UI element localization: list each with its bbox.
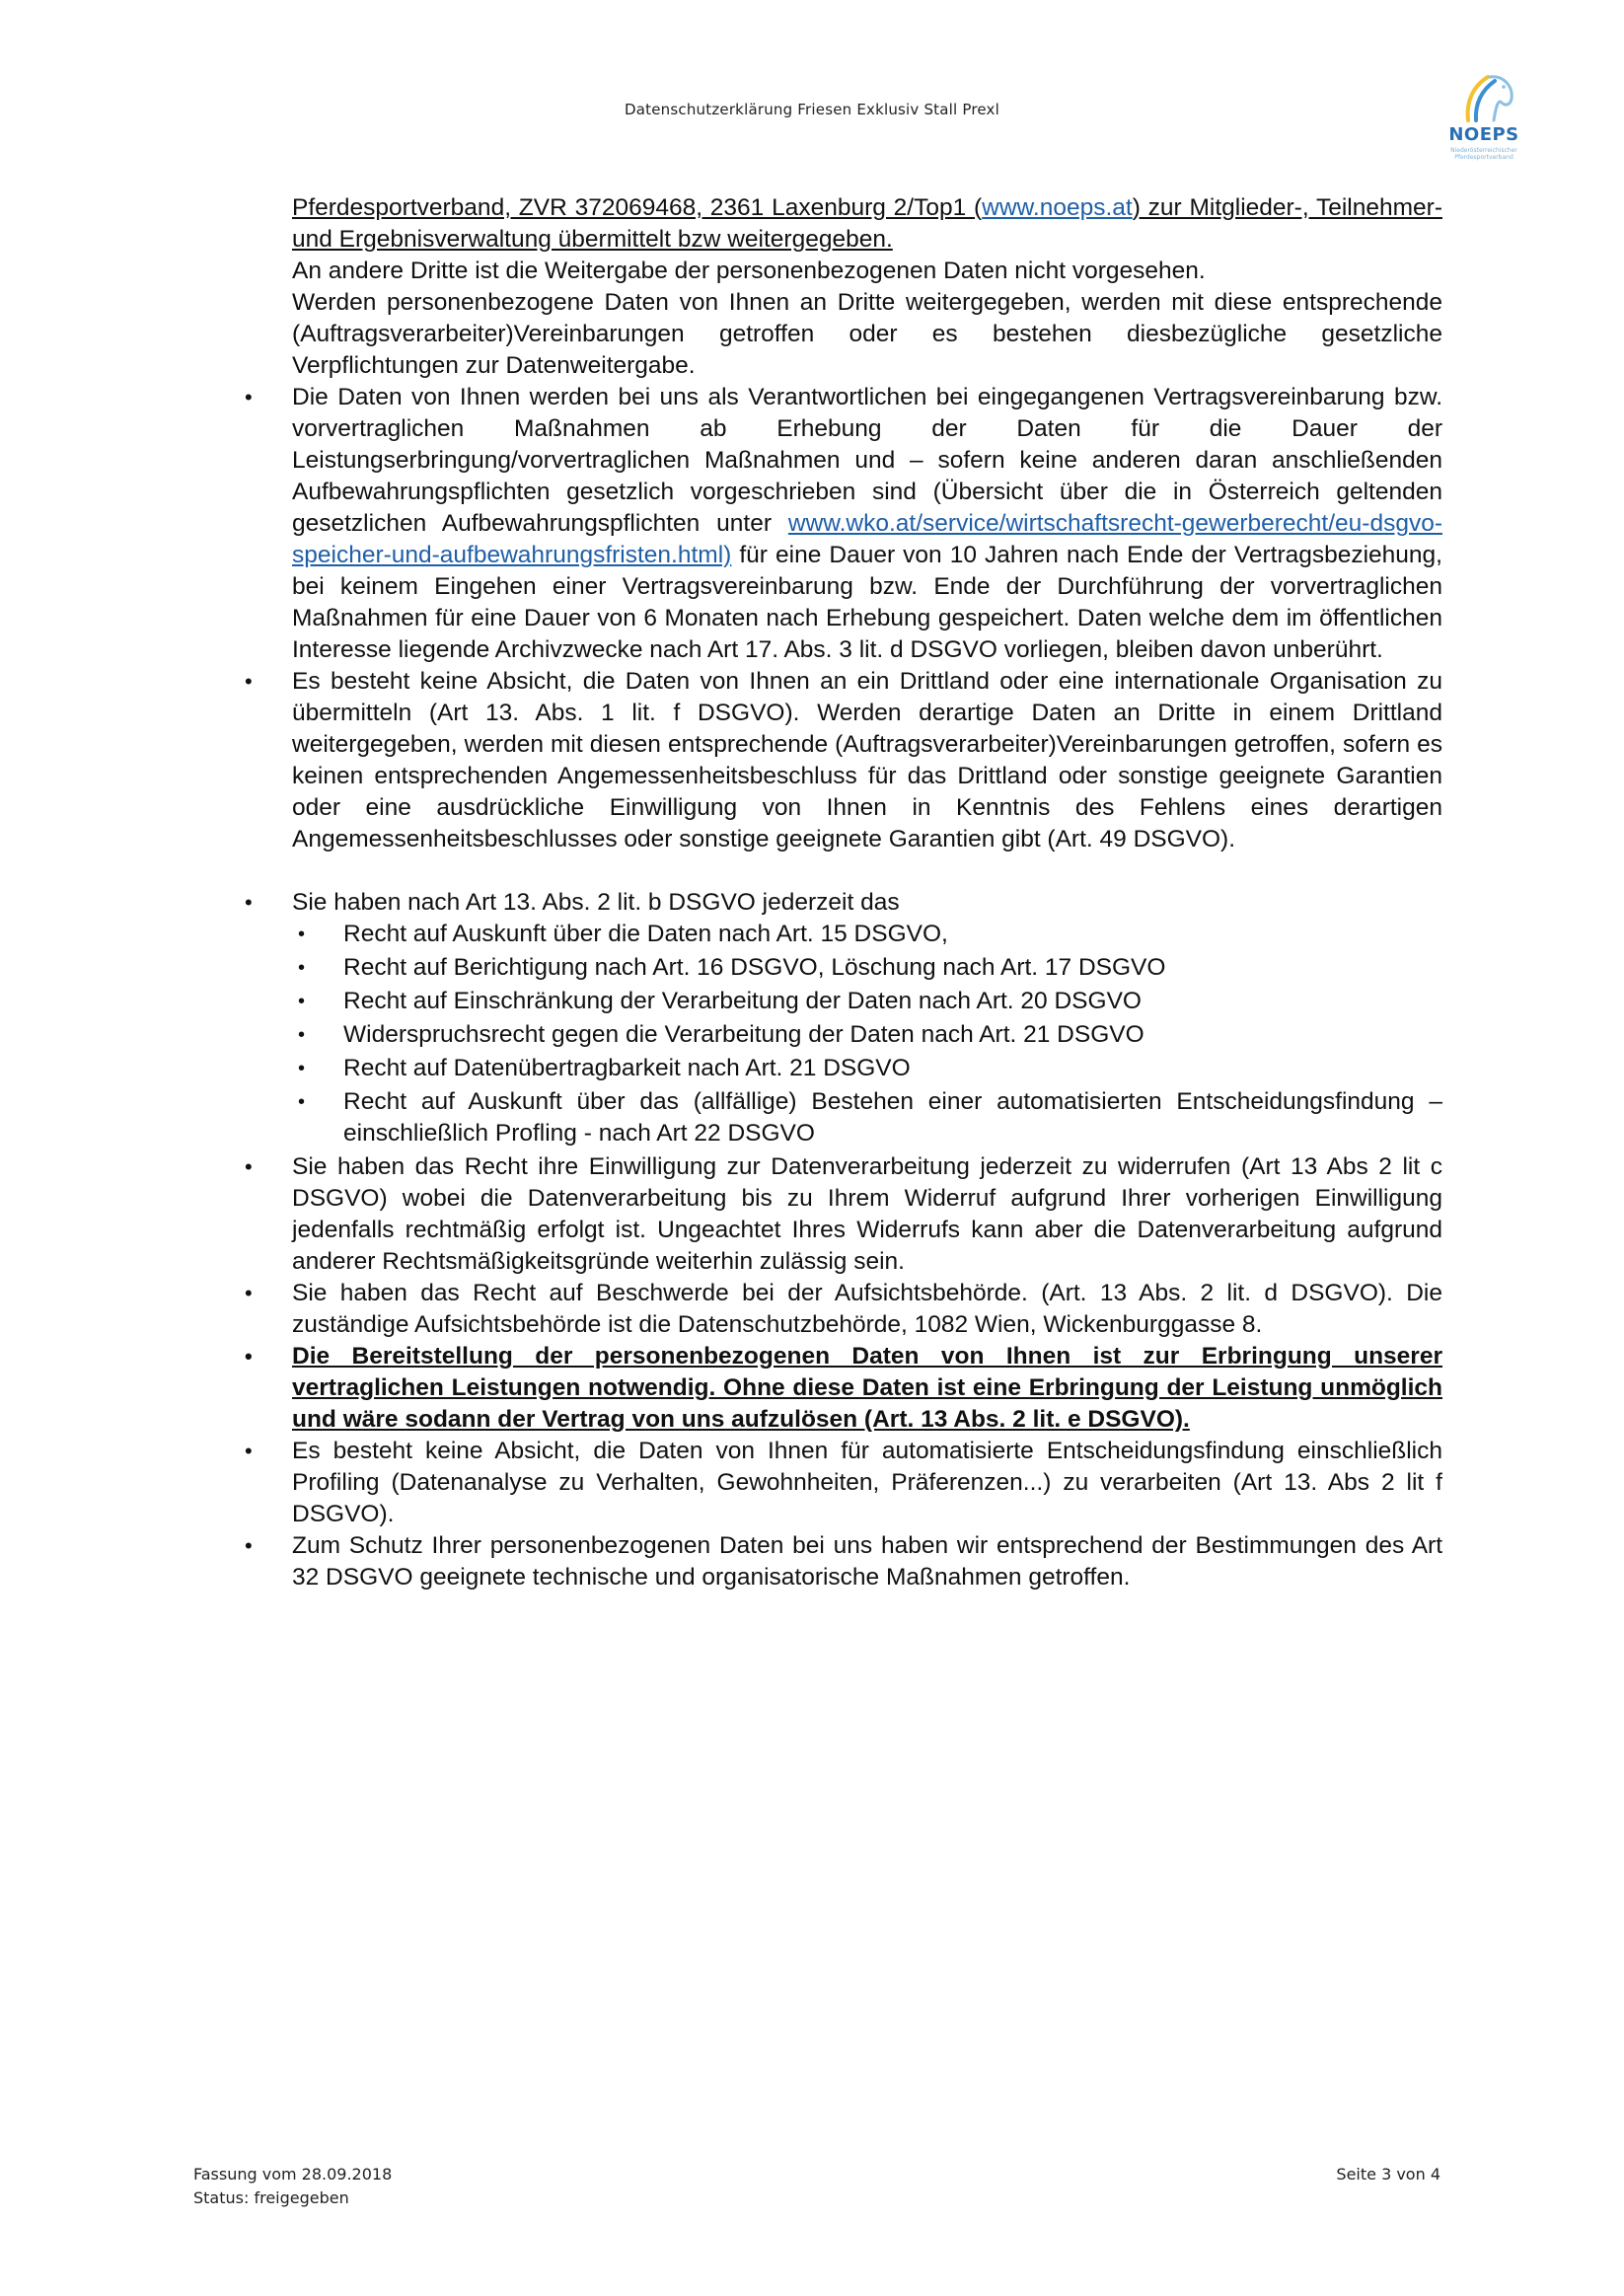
complaint-paragraph: • Sie haben das Recht auf Beschwerde bei der Aufsichtsbehörde. (Art. 13 Abs. 2 lit. d DSGVO). Die zuständige Aufsichtsbehörde ist die Datenschutzbehörde, 1082 Wien, Wickenburggasse 8. [292, 1278, 1442, 1341]
logo-subtitle: Niederösterreichischer Pferdesportverband [1450, 147, 1517, 161]
rights-item: • Recht auf Einschränkung der Verarbeitung der Daten nach Art. 20 DSGVO [343, 986, 1442, 1017]
security-paragraph: • Zum Schutz Ihrer personenbezogenen Daten bei uns haben wir entsprechend der Bestimmungen des Art 32 DSGVO geeignete technische und organisatorische Maßnahmen getroffen. [292, 1530, 1442, 1593]
rights-item: • Recht auf Auskunft über das (allfällige) Bestehen einer automatisierten Entscheidungsfindung – einschließlich Profling - nach Art 22 DSGVO [343, 1086, 1442, 1149]
horse-head-icon [1429, 69, 1539, 128]
intro-paragraph-1 [292, 192, 1442, 256]
intro-text-a: Pferdesportverband, ZVR 372069468, 2361 Laxenburg 2/Top1 ( [292, 194, 983, 221]
revoke-paragraph: • Sie haben das Recht ihre Einwilligung zur Datenverarbeitung jederzeit zu widerrufen (Art 13 Abs 2 lit c DSGVO) wobei die Datenverarbeitung bis zu Ihrem Widerruf aufgrund Ihrer vorherigen Einwilligung jedenfalls rechtmäßig erfolgt ist. Ungeachtet Ihres Widerrufs kann aber die Datenverarbeitung aufgrund anderer Rechtsmäßigkeitsgründe weiterhin zulässig sein. [292, 1151, 1442, 1278]
document-body [292, 192, 1442, 1593]
intro-paragraph-3: Werden personenbezogene Daten von Ihnen an Dritte weitergegeben, werden mit diese entsprechende (Auftragsverarbeiter)Vereinbarungen getroffen oder es bestehen diesbezügliche gesetzliche Verpflichtungen zur Datenweitergabe. [292, 289, 1442, 379]
footer-version: Fassung vom 28.09.2018 [193, 2165, 393, 2184]
noeps-link[interactable]: www.noeps.at [982, 194, 1133, 221]
retention-paragraph [292, 382, 1442, 666]
logo-wordmark: NOEPS [1448, 124, 1519, 145]
header-title: Datenschutzerklärung Friesen Exklusiv Stall Prexl [625, 101, 999, 118]
retention-text-a: Die Daten von Ihnen werden bei uns als Verantwortlichen bei eingegangenen Vertragsvereinbarung bzw. vorvertraglichen Maßnahmen ab Erhebung der Daten für die Dauer der Leistungserbringung/vorvertraglichen Maßnahmen und – sofern keine anderen daran anschließenden Aufbewahrungspflichten gesetzlich vorgeschrieben sind (Übersicht über die in Österreich geltenden gesetzlichen Aufbewahrungspflichten unter [292, 384, 1442, 537]
wko-link[interactable]: www.wko.at/service/wirtschaftsrecht-gewerberecht/eu-dsgvo-speicher-und-aufbewahrungsfristen.html) [292, 510, 1442, 568]
rights-list [292, 919, 1442, 1149]
noeps-logo [1429, 69, 1539, 178]
profiling-paragraph: • Es besteht keine Absicht, die Daten von Ihnen für automatisierte Entscheidungsfindung einschließlich Profiling (Datenanalyse zu Verhalten, Gewohnheiten, Präferenzen...) zu verarbeiten (Art 13. Abs 2 lit f DSGVO). [292, 1436, 1442, 1530]
rights-section [292, 887, 1442, 1149]
intro-paragraph-2: An andere Dritte ist die Weitergabe der personenbezogenen Daten nicht vorgesehen. [292, 258, 1206, 284]
rights-item: • Widerspruchsrecht gegen die Verarbeitung der Daten nach Art. 21 DSGVO [343, 1019, 1442, 1051]
rights-intro: • Sie haben nach Art 13. Abs. 2 lit. b DSGVO jederzeit das [292, 889, 900, 916]
footer-status: Status: freigegeben [193, 2188, 349, 2207]
footer-page-number: Seite 3 von 4 [1336, 2165, 1440, 2184]
rights-item: • Recht auf Datenübertragbarkeit nach Art. 21 DSGVO [343, 1053, 1442, 1084]
rights-item: • Recht auf Auskunft über die Daten nach Art. 15 DSGVO, [343, 919, 1442, 950]
rights-item: • Recht auf Berichtigung nach Art. 16 DSGVO, Löschung nach Art. 17 DSGVO [343, 952, 1442, 984]
retention-text-b: für eine Dauer von 10 Jahren nach Ende der Vertragsbeziehung, bei keinem Eingehen einer Vertragsvereinbarung bzw. Ende der Durchführung der vorvertraglichen Maßnahmen für eine Dauer von 6 Monaten nach Erhebung gespeichert. Daten welche dem im öffentlichen Interesse liegende Archivzwecke nach Art 17. Abs. 3 lit. d DSGVO vorliegen, bleiben davon unberührt. [292, 542, 1442, 663]
intro-text-b: ) zur Mitglieder-, Teilnehmer- und Ergebnisverwaltung übermittelt bzw weitergegeben. [292, 194, 1442, 253]
required-data-paragraph: • Die Bereitstellung der personenbezogenen Daten von Ihnen ist zur Erbringung unserer vertraglichen Leistungen notwendig. Ohne diese Daten ist eine Erbringung der Leistung unmöglich und wäre sodann der Vertrag von uns aufzulösen (Art. 13 Abs. 2 lit. e DSGVO). [292, 1341, 1442, 1436]
third-country-paragraph: • Es besteht keine Absicht, die Daten von Ihnen an ein Drittland oder eine internationale Organisation zu übermitteln (Art 13. Abs. 1 lit. f DSGVO). Werden derartige Daten an Dritte in einem Drittland weitergegeben, werden mit diesen entsprechende (Auftragsverarbeiter)Vereinbarungen getroffen, sofern es keinen entsprechenden Angemessenheitsbeschluss für das Drittland oder sonstige geeignete Garantien oder eine ausdrückliche Einwilligung von Ihnen in Kenntnis des Fehlens eines derartigen Angemessenheitsbeschlusses oder sonstige geeignete Garantien gibt (Art. 49 DSGVO). [292, 666, 1442, 855]
footer-left [193, 2163, 392, 2210]
